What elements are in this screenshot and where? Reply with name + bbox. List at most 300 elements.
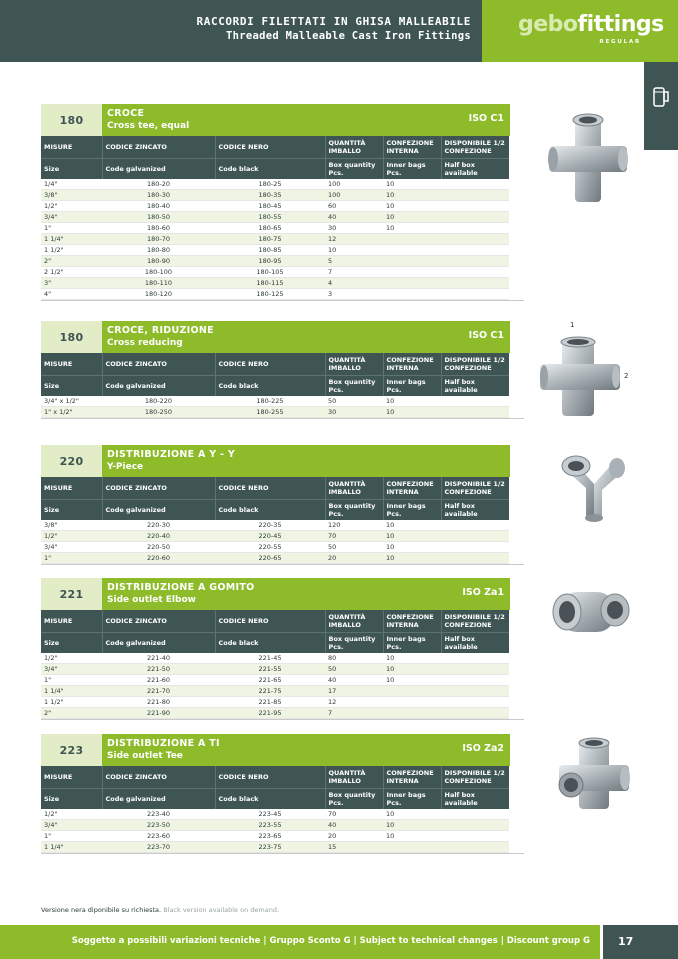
table-cell: 180-255 xyxy=(215,407,325,418)
column-header-quantita: QUANTITÀ IMBALLO xyxy=(325,477,383,499)
table-cell: 221-60 xyxy=(102,675,215,686)
table-cell: 50 xyxy=(325,664,383,675)
page-footer xyxy=(0,925,600,959)
callout-2: 2 xyxy=(624,372,629,380)
table-row xyxy=(41,708,509,719)
column-subheader-size: Size xyxy=(41,158,102,179)
column-subheader-size: Size xyxy=(41,788,102,809)
table-cell: 70 xyxy=(325,531,383,542)
product-section xyxy=(41,578,524,720)
table-cell: 1/2" xyxy=(41,653,102,664)
table-cell: 221-40 xyxy=(102,653,215,664)
table-cell: 223-65 xyxy=(215,831,325,842)
table-cell: 221-85 xyxy=(215,697,325,708)
table-row xyxy=(41,234,509,245)
table-cell xyxy=(383,256,441,267)
table-cell: 180-85 xyxy=(215,245,325,256)
column-header-codice_nero: CODICE NERO xyxy=(215,766,325,788)
table-cell: 223-50 xyxy=(102,820,215,831)
product-table xyxy=(41,477,509,564)
section-names xyxy=(102,734,510,766)
table-cell: 80 xyxy=(325,653,383,664)
table-row xyxy=(41,553,509,564)
table-subheader-row xyxy=(41,632,509,653)
column-header-quantita: QUANTITÀ IMBALLO xyxy=(325,136,383,158)
table-cell xyxy=(383,278,441,289)
table-cell xyxy=(441,675,509,686)
section-name-en: Y-Piece xyxy=(107,462,144,472)
side-tab xyxy=(644,62,678,150)
table-cell: 10 xyxy=(383,664,441,675)
section-iso: ISO Za1 xyxy=(462,587,504,598)
section-bar xyxy=(41,734,524,766)
section-code: 223 xyxy=(41,734,102,766)
table-cell: 180-110 xyxy=(102,278,215,289)
section-name-it: DISTRIBUZIONE A GOMITO xyxy=(107,582,255,593)
table-cell xyxy=(383,245,441,256)
column-subheader-box_quantity: Box quantity Pcs. xyxy=(325,375,383,396)
table-cell: 180-45 xyxy=(215,201,325,212)
column-header-codice_zincato: CODICE ZINCATO xyxy=(102,353,215,375)
column-subheader-half_box: Half box available xyxy=(441,158,509,179)
table-cell: 180-250 xyxy=(102,407,215,418)
column-header-codice_nero: CODICE NERO xyxy=(215,136,325,158)
column-header-disponibile: DISPONIBILE 1/2 CONFEZIONE xyxy=(441,136,509,158)
column-header-disponibile: DISPONIBILE 1/2 CONFEZIONE xyxy=(441,477,509,499)
table-rule xyxy=(41,564,524,565)
column-header-confezione: CONFEZIONE INTERNA xyxy=(383,136,441,158)
table-cell xyxy=(441,820,509,831)
header-title-en: Threaded Malleable Cast Iron Fittings xyxy=(226,30,471,42)
table-cell: 1/2" xyxy=(41,531,102,542)
table-subheader-row xyxy=(41,375,509,396)
table-row xyxy=(41,190,509,201)
column-subheader-inner_bags: Inner bags Pcs. xyxy=(383,375,441,396)
logo-part-a: gebo xyxy=(518,12,578,37)
table-cell: 40 xyxy=(325,675,383,686)
column-header-misure: MISURE xyxy=(41,766,102,788)
column-subheader-inner_bags: Inner bags Pcs. xyxy=(383,632,441,653)
table-subheader-row xyxy=(41,788,509,809)
cross-reducing-image xyxy=(538,336,624,420)
table-cell: 2" xyxy=(41,256,102,267)
table-rule xyxy=(41,719,524,720)
table-cell: 1" xyxy=(41,831,102,842)
table-cell: 50 xyxy=(325,396,383,407)
column-subheader-half_box: Half box available xyxy=(441,375,509,396)
table-cell: 1/2" xyxy=(41,809,102,820)
table-cell: 3/4" xyxy=(41,542,102,553)
column-subheader-code_black: Code black xyxy=(215,632,325,653)
table-cell: 7 xyxy=(325,267,383,278)
footnote xyxy=(41,906,279,914)
table-cell: 1" xyxy=(41,553,102,564)
table-cell xyxy=(441,201,509,212)
table-cell xyxy=(441,278,509,289)
table-cell: 180-40 xyxy=(102,201,215,212)
column-header-confezione: CONFEZIONE INTERNA xyxy=(383,766,441,788)
column-subheader-box_quantity: Box quantity Pcs. xyxy=(325,158,383,179)
table-cell: 221-95 xyxy=(215,708,325,719)
table-cell: 180-60 xyxy=(102,223,215,234)
table-cell: 223-40 xyxy=(102,809,215,820)
table-cell xyxy=(441,686,509,697)
column-subheader-half_box: Half box available xyxy=(441,632,509,653)
table-cell: 223-60 xyxy=(102,831,215,842)
table-cell: 1/2" xyxy=(41,201,102,212)
table-cell: 221-45 xyxy=(215,653,325,664)
column-header-misure: MISURE xyxy=(41,136,102,158)
section-name-it: DISTRIBUZIONE A TI xyxy=(107,738,220,749)
table-cell xyxy=(441,234,509,245)
table-row xyxy=(41,245,509,256)
table-cell: 1/4" xyxy=(41,179,102,190)
column-subheader-box_quantity: Box quantity Pcs. xyxy=(325,788,383,809)
table-cell: 3" xyxy=(41,278,102,289)
section-code: 180 xyxy=(41,104,102,136)
section-names xyxy=(102,445,510,477)
column-header-quantita: QUANTITÀ IMBALLO xyxy=(325,766,383,788)
column-subheader-code_galvanized: Code galvanized xyxy=(102,375,215,396)
table-cell: 1 1/2" xyxy=(41,245,102,256)
table-cell: 180-80 xyxy=(102,245,215,256)
table-row xyxy=(41,278,509,289)
table-cell: 40 xyxy=(325,212,383,223)
table-cell xyxy=(441,653,509,664)
table-cell: 180-120 xyxy=(102,289,215,300)
callout-1: 1 xyxy=(570,321,575,329)
product-section xyxy=(41,104,524,301)
table-cell xyxy=(383,708,441,719)
product-table xyxy=(41,610,509,719)
column-header-codice_nero: CODICE NERO xyxy=(215,610,325,632)
table-cell xyxy=(441,190,509,201)
section-bar xyxy=(41,321,524,353)
section-bar xyxy=(41,578,524,610)
page-number-box xyxy=(603,925,678,959)
table-cell: 180-35 xyxy=(215,190,325,201)
section-names xyxy=(102,578,510,610)
side-outlet-elbow-image xyxy=(549,584,633,640)
table-cell xyxy=(383,842,441,853)
table-cell xyxy=(441,697,509,708)
product-section xyxy=(41,445,524,565)
table-row xyxy=(41,520,509,531)
table-cell: 3/4" x 1/2" xyxy=(41,396,102,407)
table-row xyxy=(41,820,509,831)
column-subheader-inner_bags: Inner bags Pcs. xyxy=(383,158,441,179)
section-bar xyxy=(41,104,524,136)
table-cell: 180-25 xyxy=(215,179,325,190)
table-header-row xyxy=(41,766,509,788)
column-header-confezione: CONFEZIONE INTERNA xyxy=(383,353,441,375)
table-cell: 223-45 xyxy=(215,809,325,820)
table-cell: 10 xyxy=(383,212,441,223)
product-table xyxy=(41,766,509,853)
column-header-codice_nero: CODICE NERO xyxy=(215,477,325,499)
table-cell: 180-115 xyxy=(215,278,325,289)
logo-subtitle: REGULAR xyxy=(599,39,641,45)
table-cell: 7 xyxy=(325,708,383,719)
table-cell: 180-225 xyxy=(215,396,325,407)
table-cell: 10 xyxy=(383,223,441,234)
section-code: 221 xyxy=(41,578,102,610)
table-cell: 3/4" xyxy=(41,212,102,223)
table-cell xyxy=(383,686,441,697)
table-cell: 60 xyxy=(325,201,383,212)
table-cell: 17 xyxy=(325,686,383,697)
table-row xyxy=(41,531,509,542)
table-cell: 221-75 xyxy=(215,686,325,697)
table-cell xyxy=(441,664,509,675)
table-cell: 220-60 xyxy=(102,553,215,564)
table-cell: 1 1/2" xyxy=(41,697,102,708)
table-row xyxy=(41,289,509,300)
table-cell: 3/4" xyxy=(41,820,102,831)
table-header-row xyxy=(41,353,509,375)
table-cell xyxy=(441,842,509,853)
section-name-it: DISTRIBUZIONE A Y - Y xyxy=(107,449,236,460)
section-name-it: CROCE, RIDUZIONE xyxy=(107,325,214,336)
table-cell: 220-35 xyxy=(215,520,325,531)
table-cell xyxy=(441,520,509,531)
table-cell: 220-30 xyxy=(102,520,215,531)
table-cell: 15 xyxy=(325,842,383,853)
table-cell: 10 xyxy=(383,396,441,407)
table-rule xyxy=(41,300,524,301)
table-cell: 3/4" xyxy=(41,664,102,675)
table-row xyxy=(41,809,509,820)
column-header-misure: MISURE xyxy=(41,477,102,499)
table-cell: 1" x 1/2" xyxy=(41,407,102,418)
table-cell: 30 xyxy=(325,223,383,234)
table-cell: 1" xyxy=(41,223,102,234)
table-cell: 100 xyxy=(325,179,383,190)
product-section xyxy=(41,321,524,419)
column-subheader-code_galvanized: Code galvanized xyxy=(102,158,215,179)
column-subheader-inner_bags: Inner bags Pcs. xyxy=(383,788,441,809)
table-cell: 221-70 xyxy=(102,686,215,697)
footnote-it: Versione nera diponibile su richiesta. xyxy=(41,906,162,914)
cross-tee-image xyxy=(545,110,631,210)
table-cell: 10 xyxy=(383,531,441,542)
table-cell: 220-65 xyxy=(215,553,325,564)
table-header-row xyxy=(41,610,509,632)
table-rule xyxy=(41,853,524,854)
column-subheader-size: Size xyxy=(41,499,102,520)
table-cell: 30 xyxy=(325,407,383,418)
column-subheader-code_black: Code black xyxy=(215,375,325,396)
table-cell: 180-90 xyxy=(102,256,215,267)
y-piece-image xyxy=(556,446,628,524)
table-cell xyxy=(441,553,509,564)
table-cell: 3/8" xyxy=(41,520,102,531)
column-header-codice_zincato: CODICE ZINCATO xyxy=(102,610,215,632)
table-row xyxy=(41,542,509,553)
table-cell: 10 xyxy=(383,542,441,553)
column-subheader-size: Size xyxy=(41,632,102,653)
table-header-row xyxy=(41,136,509,158)
table-cell: 2" xyxy=(41,708,102,719)
table-cell: 180-20 xyxy=(102,179,215,190)
column-header-misure: MISURE xyxy=(41,610,102,632)
table-cell: 223-70 xyxy=(102,842,215,853)
table-row xyxy=(41,223,509,234)
table-header-row xyxy=(41,477,509,499)
table-cell: 1 1/4" xyxy=(41,842,102,853)
table-row xyxy=(41,396,509,407)
footer-text: Soggetto a possibili variazioni tecniche | Gruppo Sconto G | Subject to technical changes | Discount group G xyxy=(71,936,590,946)
column-header-quantita: QUANTITÀ IMBALLO xyxy=(325,610,383,632)
column-header-quantita: QUANTITÀ IMBALLO xyxy=(325,353,383,375)
table-cell: 10 xyxy=(383,201,441,212)
column-subheader-code_galvanized: Code galvanized xyxy=(102,499,215,520)
table-cell: 220-50 xyxy=(102,542,215,553)
section-name-it: CROCE xyxy=(107,108,145,119)
table-cell: 10 xyxy=(383,820,441,831)
table-cell: 221-55 xyxy=(215,664,325,675)
table-cell: 70 xyxy=(325,809,383,820)
table-cell: 220-40 xyxy=(102,531,215,542)
column-header-codice_nero: CODICE NERO xyxy=(215,353,325,375)
table-cell: 3 xyxy=(325,289,383,300)
table-row xyxy=(41,212,509,223)
table-cell: 180-65 xyxy=(215,223,325,234)
table-cell xyxy=(441,708,509,719)
section-bar xyxy=(41,445,524,477)
table-cell: 10 xyxy=(325,245,383,256)
table-row xyxy=(41,831,509,842)
product-section xyxy=(41,734,524,854)
table-cell: 221-80 xyxy=(102,697,215,708)
column-subheader-box_quantity: Box quantity Pcs. xyxy=(325,632,383,653)
table-cell: 10 xyxy=(383,675,441,686)
table-cell: 20 xyxy=(325,831,383,842)
table-row xyxy=(41,675,509,686)
section-iso: ISO C1 xyxy=(468,113,504,124)
table-cell: 1" xyxy=(41,675,102,686)
table-cell: 2 1/2" xyxy=(41,267,102,278)
section-names xyxy=(102,321,510,353)
column-subheader-code_black: Code black xyxy=(215,788,325,809)
section-code: 180 xyxy=(41,321,102,353)
column-subheader-code_galvanized: Code galvanized xyxy=(102,632,215,653)
column-subheader-inner_bags: Inner bags Pcs. xyxy=(383,499,441,520)
section-name-en: Cross tee, equal xyxy=(107,121,190,131)
table-cell xyxy=(441,267,509,278)
column-header-confezione: CONFEZIONE INTERNA xyxy=(383,610,441,632)
section-iso: ISO Za2 xyxy=(462,743,504,754)
table-row xyxy=(41,842,509,853)
header-titles xyxy=(197,15,471,43)
page-number: 17 xyxy=(618,935,634,948)
table-row xyxy=(41,664,509,675)
column-subheader-size: Size xyxy=(41,375,102,396)
table-cell: 10 xyxy=(383,190,441,201)
table-cell xyxy=(383,697,441,708)
column-subheader-code_black: Code black xyxy=(215,158,325,179)
table-cell: 180-50 xyxy=(102,212,215,223)
column-header-codice_zincato: CODICE ZINCATO xyxy=(102,136,215,158)
column-subheader-half_box: Half box available xyxy=(441,788,509,809)
table-cell: 12 xyxy=(325,234,383,245)
section-iso: ISO C1 xyxy=(468,330,504,341)
table-cell: 223-75 xyxy=(215,842,325,853)
table-row xyxy=(41,201,509,212)
table-cell: 10 xyxy=(383,809,441,820)
table-cell xyxy=(441,831,509,842)
table-cell xyxy=(441,542,509,553)
table-cell: 180-70 xyxy=(102,234,215,245)
table-cell: 221-65 xyxy=(215,675,325,686)
table-cell: 100 xyxy=(325,190,383,201)
section-name-en: Side outlet Tee xyxy=(107,751,183,761)
table-subheader-row xyxy=(41,158,509,179)
table-cell: 10 xyxy=(383,407,441,418)
table-cell: 1 1/4" xyxy=(41,234,102,245)
table-cell: 4" xyxy=(41,289,102,300)
column-subheader-code_galvanized: Code galvanized xyxy=(102,788,215,809)
table-cell xyxy=(441,245,509,256)
table-row xyxy=(41,653,509,664)
table-cell: 1 1/4" xyxy=(41,686,102,697)
column-subheader-code_black: Code black xyxy=(215,499,325,520)
table-cell xyxy=(383,267,441,278)
table-cell xyxy=(441,531,509,542)
table-row xyxy=(41,179,509,190)
column-header-codice_zincato: CODICE ZINCATO xyxy=(102,477,215,499)
table-cell: 120 xyxy=(325,520,383,531)
product-table xyxy=(41,353,509,418)
table-cell: 221-90 xyxy=(102,708,215,719)
column-header-disponibile: DISPONIBILE 1/2 CONFEZIONE xyxy=(441,610,509,632)
side-outlet-tee-image xyxy=(555,735,633,815)
table-cell: 223-55 xyxy=(215,820,325,831)
table-cell: 12 xyxy=(325,697,383,708)
section-code: 220 xyxy=(41,445,102,477)
table-cell xyxy=(441,223,509,234)
column-subheader-box_quantity: Box quantity Pcs. xyxy=(325,499,383,520)
section-names xyxy=(102,104,510,136)
table-cell: 180-125 xyxy=(215,289,325,300)
table-cell: 10 xyxy=(383,553,441,564)
column-subheader-half_box: Half box available xyxy=(441,499,509,520)
table-cell: 10 xyxy=(383,179,441,190)
table-cell xyxy=(441,407,509,418)
table-rule xyxy=(41,418,524,419)
table-row xyxy=(41,407,509,418)
table-cell: 10 xyxy=(383,653,441,664)
table-cell: 220-45 xyxy=(215,531,325,542)
footnote-en: Black version available on demand. xyxy=(163,906,280,914)
table-cell: 3/8" xyxy=(41,190,102,201)
column-header-codice_zincato: CODICE ZINCATO xyxy=(102,766,215,788)
table-cell xyxy=(383,234,441,245)
brand-logo xyxy=(482,0,678,62)
table-row xyxy=(41,686,509,697)
table-cell: 180-105 xyxy=(215,267,325,278)
table-cell xyxy=(441,289,509,300)
table-cell: 180-55 xyxy=(215,212,325,223)
table-cell xyxy=(441,256,509,267)
section-name-en: Cross reducing xyxy=(107,338,183,348)
table-cell xyxy=(441,179,509,190)
table-subheader-row xyxy=(41,499,509,520)
table-cell: 40 xyxy=(325,820,383,831)
table-cell: 221-50 xyxy=(102,664,215,675)
table-cell: 180-75 xyxy=(215,234,325,245)
column-header-confezione: CONFEZIONE INTERNA xyxy=(383,477,441,499)
